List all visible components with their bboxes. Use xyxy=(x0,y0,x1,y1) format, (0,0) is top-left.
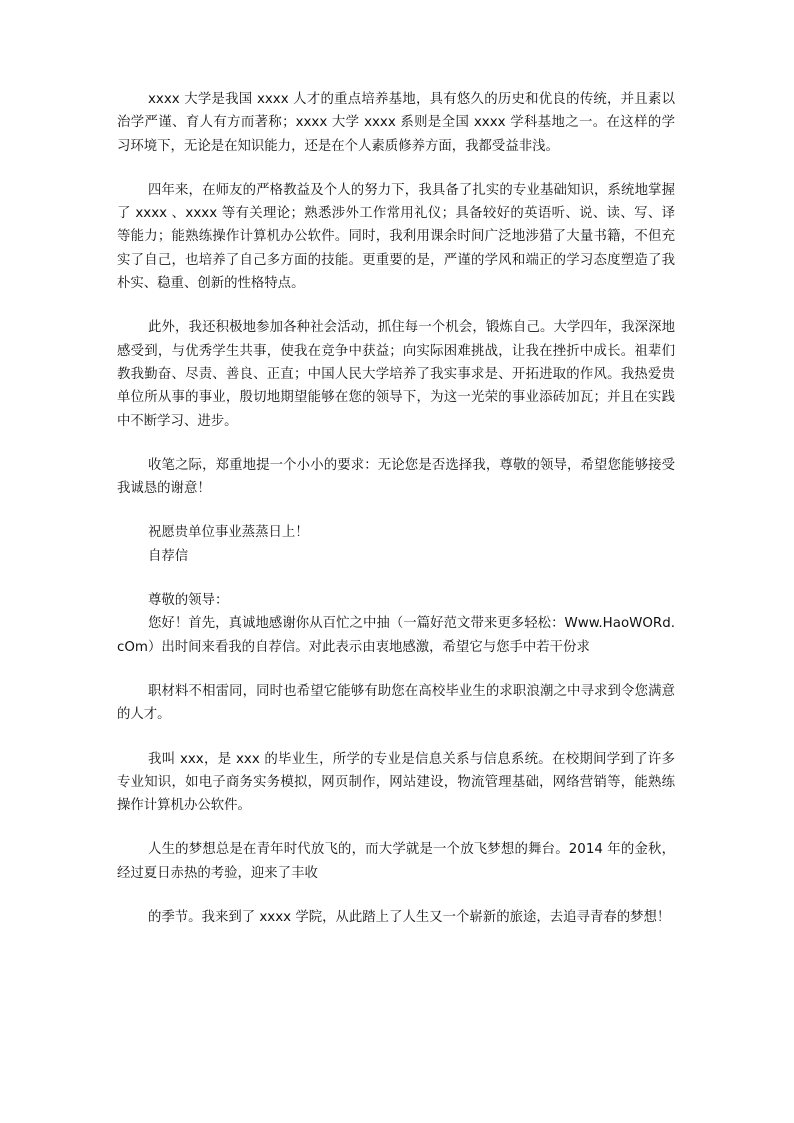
paragraph-season: 的季节。我来到了 xxxx 学院，从此踏上了人生又一个崭新的旅途，去追寻青春的梦想！ xyxy=(148,910,671,926)
document-page xyxy=(117,88,675,929)
paragraph-greeting: 您好！首先，真诚地感谢你从百忙之中抽（一篇好范文带来更多轻松：Www.HaoWORd.cOm）出时间来看我的自荐信。对此表示由衷地感激，希望它与您手中若干份求 xyxy=(117,616,675,655)
salutation: 尊敬的领导： xyxy=(148,593,229,609)
paragraph-social-activities: 此外，我还积极地参加各种社会活动，抓住每一个机会，锻炼自己。大学四年，我深深地感受到，与优秀学生共事，使我在竞争中获益；向实际困难挑战，让我在挫折中成长。祖辈们教我勤奋、尽责、善良、正直；中国人民大学培养了我实事求是、开拓进取的作风。我热爱贵单位所从事的事业，殷切地期望能够在您的领导下，为这一光荣的事业添砖加瓦；并且在实践中不断学习、进步。 xyxy=(117,320,675,429)
paragraph-self-intro: 我叫 xxx，是 xxx 的毕业生，所学的专业是信息关系与信息系统。在校期间学到了许多专业知识，如电子商务实务模拟，网页制作，网站建设，物流管理基础，网络营销等，能熟练操作计算机办公软件。 xyxy=(117,751,675,814)
paragraph-dream: 人生的梦想总是在青年时代放飞的，而大学就是一个放飞梦想的舞台。2014 年的金秋，经过夏日赤热的考验，迎来了丰收 xyxy=(117,842,675,881)
paragraph-university-intro: xxxx 大学是我国 xxxx 人才的重点培养基地，具有悠久的历史和优良的传统，并且素以治学严谨、育人有方而著称；xxxx 大学 xxxx 系则是全国 xxxx 学科基地之一。在这样的学习环境下，无论是在知识能力，还是在个人素质修养方面，我都受益非浅。 xyxy=(117,92,675,154)
paragraph-materials: 职材料不相雷同，同时也希望它能够有助您在高校毕业生的求职浪潮之中寻求到令您满意的人才。 xyxy=(117,683,675,723)
section-title: 自荐信 xyxy=(148,548,189,564)
paragraph-four-years: 四年来，在师友的严格教益及个人的努力下，我具备了扎实的专业基础知识，系统地掌握了 xxxx 、xxxx 等有关理论；熟悉涉外工作常用礼仪；具备较好的英语听、说、读、写、译等能力；能熟练操作计算机办公软件。同时，我利用课余时间广泛地涉猎了大量书籍，不但充实了自己，也培养了自己多方面的技能。更重要的是，严谨的学风和端正的学习态度塑造了我朴实、稳重、创新的性格特点。 xyxy=(117,182,675,292)
paragraph-closing-request: 收笔之际，郑重地提一个小小的要求：无论您是否选择我，尊敬的领导，希望您能够接受我诚恳的谢意！ xyxy=(117,457,675,497)
paragraph-wishes: 祝愿贵单位事业蒸蒸日上！ xyxy=(148,525,309,541)
